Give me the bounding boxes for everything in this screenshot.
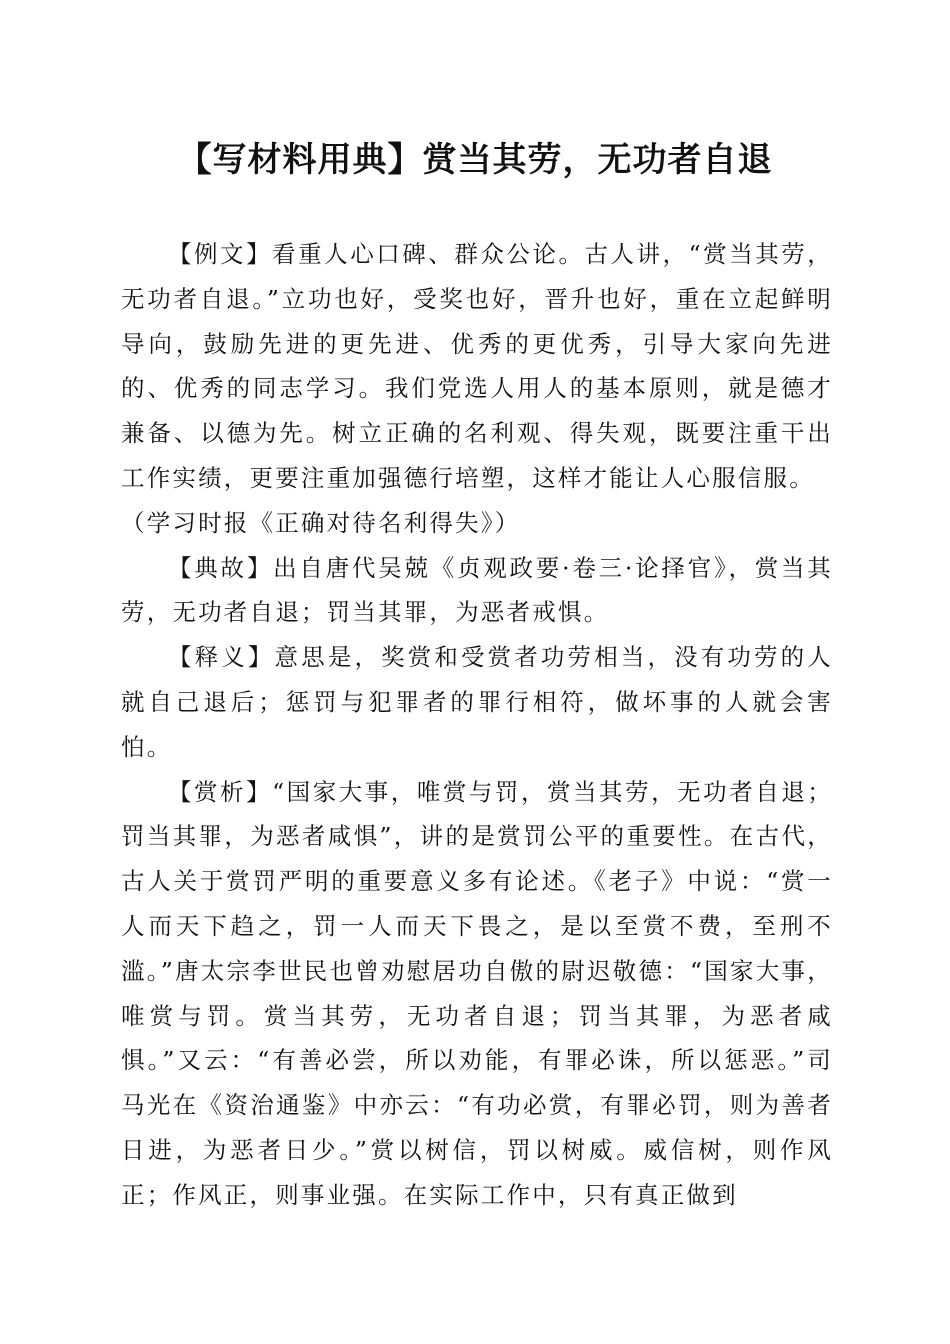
document-body bbox=[121, 232, 833, 1218]
paragraph-example: 【例文】看重人心口碑、群众公论。古人讲，“赏当其劳，无功者自退。”立功也好，受奖也好，晋升也好，重在立起鲜明导向，鼓励先进的更先进、优秀的更优秀，引导大家向先进的、优秀的同志学习。我们党选人用人的基本原则，就是德才兼备、以德为先。树立正确的名利观、得失观，既要注重干出工作实绩，更要注重加强德行培塑，这样才能让人心服信服。 bbox=[121, 240, 833, 492]
paragraph-source: （学习时报《正确对待名利得失》） bbox=[121, 508, 521, 537]
paragraph-analysis: 【赏析】“国家大事，唯赏与罚，赏当其劳，无功者自退；罚当其罪，为恶者咸惧”，讲的是赏罚公平的重要性。在古代，古人关于赏罚严明的重要意义多有论述。《老子》中说：“赏一人而天下趋之，罚一人而天下畏之，是以至赏不费，至刑不滥。”唐太宗李世民也曾劝慰居功自傲的尉迟敬德：“国家大事，唯赏与罚。赏当其劳，无功者自退；罚当其罪，为恶者咸惧。”又云：“有善必尝，所以劝能，有罪必诛，所以惩恶。”司马光在《资治通鉴》中亦云：“有功必赏，有罪必罚，则为善者日进，为恶者日少。”赏以树信，罚以树威。威信树，则作风正；作风正，则事业强。在实际工作中，只有真正做到 bbox=[121, 777, 833, 1209]
paragraph-meaning: 【释义】意思是，奖赏和受赏者功劳相当，没有功劳的人就自己退后；惩罚与犯罪者的罪行相符，做坏事的人就会害怕。 bbox=[121, 643, 833, 761]
document-title: 【写材料用典】赏当其劳，无功者自退 bbox=[177, 140, 773, 180]
paragraph-allusion: 【典故】出自唐代吴兢《贞观政要·卷三·论择官》，赏当其劳，无功者自退；罚当其罪，为恶者戒惧。 bbox=[121, 553, 833, 627]
